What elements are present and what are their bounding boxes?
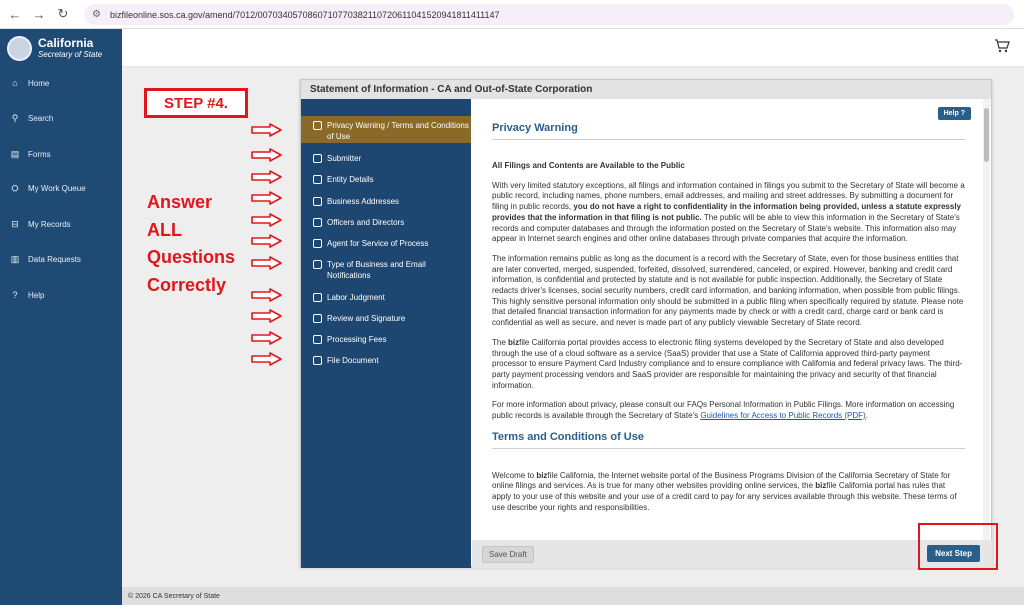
red-arrow-icon [251,352,283,366]
answer-line: Answer [147,192,213,212]
step-label: Privacy Warning / Terms and Conditions of Use [327,121,469,141]
sidebar-item-label: My Records [28,219,71,229]
privacy-paragraph-4: For more information about privacy, please consult our FAQs Personal Information in Public Filings. More information on accessing public records is available through the Secretary of State's Guidelines for Access to Public Records (PDF). [492,400,955,421]
dialog-footer [472,540,992,568]
terms-heading: Terms and Conditions of Use [492,431,965,449]
data-requests-icon: ▥ [10,253,20,264]
step-type-of-business[interactable] [301,259,461,281]
step-checkbox [313,197,322,206]
step-processing-fees[interactable] [301,334,471,345]
red-arrow-icon [251,148,283,162]
site-info-icon[interactable]: ⚙ [92,8,101,20]
next-step-highlight-box [918,523,998,570]
cart-icon[interactable] [994,39,1010,56]
step-checkbox [313,293,322,302]
public-records-guidelines-link[interactable]: Guidelines for Access to Public Records (PDF) [700,411,866,421]
state-seal-logo [7,36,32,61]
step-checkbox [313,218,322,227]
page-footer: © 2026 CA Secretary of State [122,587,1024,605]
back-icon[interactable]: ← [8,6,22,22]
next-step-button[interactable]: Next Step [927,545,980,562]
terms-paragraph-1: Welcome to bizfile California, the Internet website portal of the Business Programs Division of the California Secretary of State for online filings and services. As is true for many other websites providing online services, the bizfile California portal has rules that apply to your use of this website and your use of a credit card to pay for any services available through this website. These terms of use describe your rights and responsibilities. [492,470,957,512]
red-arrow-icon [251,256,283,270]
step-annotation-label: STEP #4. [144,88,248,118]
answer-line: Correctly [147,274,227,295]
step-label: Processing Fees [327,335,387,344]
answer-annotation [147,189,235,299]
step-checkbox [313,121,322,130]
red-arrow-icon [251,170,283,184]
top-bar [122,29,1024,67]
brand[interactable] [0,29,122,67]
sidebar-item-work-queue[interactable] [0,177,122,199]
step-label: Submitter [327,154,362,163]
privacy-paragraph-2: The information remains public as long as the document is a record with the Secretary of State, even for those business entities that are later converted, merged, suspended, forfeited, dissolved, surrendered, canceled, or expired. However, banking and credit card information, is confidential and protected by statute and is not available for public inspection. Additionally, the Secretary of State redacts driver's licenses, social security numbers, credit card information, and banking information, when possible from public filings. This highly sensitive personal information only should be submitted in a public filing when specifically required by statute. Please note that detailed financial transaction information for any payments made by check or with a credit card, charge card or bank card is confidential as well as secure, and never is made part of any publicly viewable Secretary of State record. [492,253,964,328]
terms-content[interactable] [472,99,985,540]
scroll-thumb[interactable] [984,108,989,162]
step-label: Type of Business and Email Notifications [327,260,426,280]
url-text: bizfileonline.sos.ca.gov/amend/7012/0070340570860710770382110720611041520941811411147 [110,9,500,20]
step-checkbox [313,175,322,184]
sidebar-item-records[interactable] [0,213,122,235]
red-arrow-icon [251,309,283,323]
sidebar-item-label: Help [28,290,45,300]
answer-line: Questions [147,247,236,267]
step-checkbox [313,314,322,323]
step-file-document[interactable] [301,355,471,366]
home-icon: ⌂ [12,78,18,88]
red-arrow-icon [251,213,283,227]
privacy-warning-heading: Privacy Warning [492,122,965,140]
sidebar-item-label: Forms [28,149,51,159]
step-label: Business Addresses [327,197,400,206]
answer-line: ALL [147,219,182,240]
step-checkbox [313,260,322,269]
content-scrollbar[interactable] [983,99,990,540]
step-agent-for-service[interactable] [301,238,471,249]
records-icon: ⊟ [11,218,19,229]
step-business-addresses[interactable] [301,196,471,207]
step-submitter[interactable] [301,153,471,164]
forms-icon: ▤ [10,148,20,159]
step-label: Agent for Service of Process [327,239,429,248]
step-label: Entity Details [327,175,374,184]
brand-subtitle: Secretary of State [38,50,103,59]
step-checkbox [313,154,322,163]
red-arrow-icon [251,288,283,302]
sidebar-item-forms[interactable] [0,143,122,165]
step-label: Labor Judgment [327,293,385,302]
step-officers-directors[interactable] [301,217,471,228]
step-checkbox [313,335,322,344]
sidebar-item-data-requests[interactable] [0,248,122,270]
red-arrow-icon [251,191,283,205]
privacy-subheading: All Filings and Contents are Available to the Public [492,161,685,170]
privacy-paragraph-1: With very limited statutory exceptions, all filings and information contained in filings you submit to the Secretary of State will become a public record, including names, phone numbers, email addresses, and mailing and street addresses. By submitting a document for filing in public records, you do not have a right to confidentiality in the information being provided, unless a statute expressly provides that the information in that filing is not public. The public will be able to view this information in the Secretary of State's records and computer databases and through the information posted on the Secretary of State's website. This information also may appear in Internet search engines and other online databases through private companies that acquire the information. [492,180,965,244]
step-privacy-warning[interactable] [301,116,471,143]
browser-toolbar [0,0,1024,29]
step-checkbox [313,356,322,365]
step-label: Officers and Directors [327,218,405,227]
help-icon: ? [12,290,18,300]
privacy-paragraph-3: The bizfile California portal provides access to electronic filing systems developed by the Secretary of State and also developed through the use of a cloud software as a service (SaaS) provider that use a State of California approved third-party payment processor to ensure Payment Card Industry compliance and to ensure compliance with California and federal privacy laws. The third-party payment processing vendors and SaaS provider are responsible for maintaining the privacy and security of that financial information. [492,337,963,390]
address-bar[interactable] [84,4,1014,25]
save-draft-button[interactable]: Save Draft [482,546,534,563]
step-review-signature[interactable] [301,313,471,324]
step-checkbox [313,239,322,248]
sidebar-item-home[interactable] [0,72,122,94]
step-entity-details[interactable] [301,174,471,185]
sidebar-item-label: Data Requests [28,254,81,264]
sidebar-item-label: My Work Queue [28,183,86,193]
step-list [301,99,471,568]
sidebar-item-label: Search [28,113,54,123]
work-queue-icon: ⛭ [11,182,19,193]
sidebar-item-label: Home [28,78,50,88]
sidebar [0,29,122,605]
search-icon: ⚲ [11,112,19,123]
red-arrow-icon [251,123,283,137]
step-labor-judgment[interactable] [301,292,471,303]
brand-title: California [38,36,94,50]
help-button[interactable]: Help ? [938,107,971,120]
step-label: File Document [327,356,379,365]
step-label: Review and Signature [327,314,406,323]
red-arrow-icon [251,234,283,248]
dialog-title: Statement of Information - CA and Out-of-State Corporation [301,80,991,99]
red-arrow-icon [251,331,283,345]
reload-icon[interactable]: ↻ [57,6,69,21]
forward-icon[interactable]: → [32,6,46,22]
sidebar-item-help[interactable] [0,284,122,306]
sidebar-item-search[interactable] [0,107,122,129]
filing-dialog [300,79,992,567]
